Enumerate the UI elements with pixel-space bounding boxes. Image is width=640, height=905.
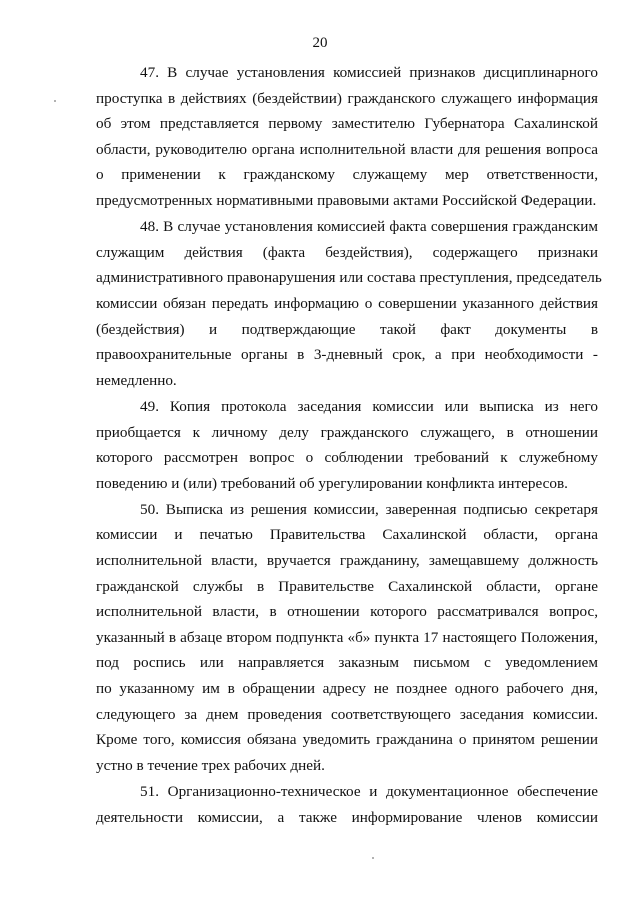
paragraph-line: исполнительной власти, вручается гражданину, замещавшему должность (96, 552, 598, 570)
paragraph-line: административного правонарушения или состава преступления, председатель (96, 269, 602, 287)
paragraph-line: 48. В случае установления комиссией факта совершения гражданским (140, 218, 598, 236)
paragraph-48 (96, 214, 602, 393)
paragraph-line: (бездействия) и подтверждающие такой факт документы в (96, 320, 598, 338)
page-number: 20 (312, 35, 328, 51)
paragraph-line: комиссии обязан передать информацию о совершении указанного действия (96, 294, 598, 312)
paragraph-line: об этом представляется первому заместителю Губернатора Сахалинской (96, 115, 598, 133)
paragraph-47 (96, 60, 598, 214)
paragraph-line: правоохранительные органы в 3-дневный срок, а при необходимости - (96, 346, 598, 364)
scan-speck (54, 100, 56, 102)
paragraph-line: проступка в действиях (бездействии) гражданского служащего информация (96, 89, 598, 107)
paragraph-line: комиссии и печатью Правительства Сахалинской области, органа (96, 526, 598, 544)
paragraph-51 (96, 779, 598, 830)
paragraph-50 (96, 497, 598, 779)
scan-speck (372, 857, 374, 859)
paragraph-line: 50. Выписка из решения комиссии, заверенная подписью секретаря (140, 500, 598, 518)
paragraph-line: исполнительной власти, в отношении которого рассматривался вопрос, (96, 603, 598, 621)
paragraph-line: по указанному им в обращении адресу не позднее одного рабочего дня, (96, 680, 598, 698)
paragraph-line: Кроме того, комиссия обязана уведомить гражданина о принятом решении (96, 731, 598, 749)
paragraph-line: предусмотренных нормативными правовыми актами Российской Федерации. (96, 191, 597, 209)
paragraph-line: 51. Организационно-техническое и документационное обеспечение (140, 783, 598, 800)
paragraph-line: деятельности комиссии, а также информирование членов комиссии (96, 808, 598, 826)
paragraph-line: 47. В случае установления комиссией признаков дисциплинарного (140, 64, 598, 81)
paragraph-line: следующего за днем проведения соответствующего заседания комиссии. (96, 705, 598, 723)
paragraph-line: гражданской службы в Правительстве Сахалинской области, органе (96, 577, 598, 595)
paragraph-line: служащим действия (факта бездействия), содержащего признаки (96, 243, 598, 261)
paragraph-line: о применении к гражданскому служащему мер ответственности, (96, 166, 598, 184)
paragraph-line: под роспись или направляется заказным письмом с уведомлением (96, 654, 598, 672)
paragraph-line: области, руководителю органа исполнительной власти для решения вопроса (96, 140, 598, 158)
document-body (96, 60, 602, 831)
paragraph-line: немедленно. (96, 371, 177, 389)
paragraph-line: указанный в абзаце втором подпункта «б» пункта 17 настоящего Положения, (96, 628, 598, 646)
paragraph-line: поведению и (или) требований об урегулировании конфликта интересов. (96, 474, 568, 492)
paragraph-line: 49. Копия протокола заседания комиссии или выписка из него (140, 397, 598, 415)
paragraph-line: которого рассмотрен вопрос о соблюдении требований к служебному (96, 449, 598, 467)
paragraph-line: устно в течение трех рабочих дней. (96, 756, 325, 774)
paragraph-line: приобщается к личному делу гражданского служащего, в отношении (96, 423, 598, 441)
paragraph-49 (96, 394, 598, 496)
